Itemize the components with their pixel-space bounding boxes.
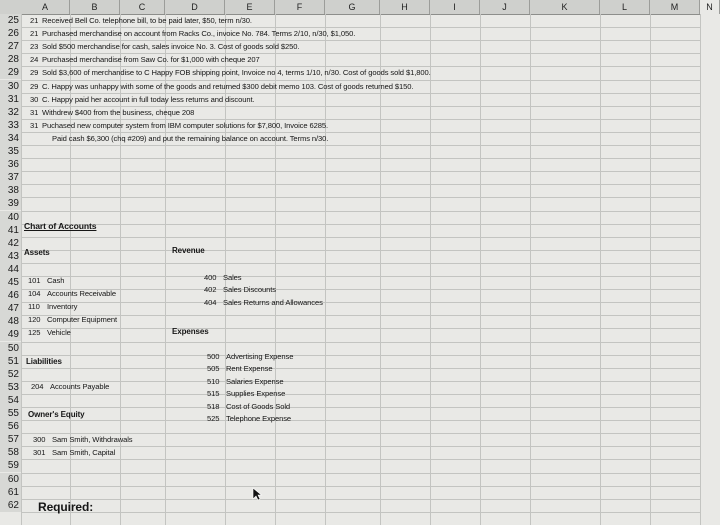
column-gridline <box>600 14 601 525</box>
account-code[interactable]: 104 <box>28 289 41 299</box>
account-code[interactable]: 400 <box>204 273 217 282</box>
row-number[interactable]: 60 <box>0 473 21 486</box>
column-gridline <box>530 14 531 525</box>
account-name[interactable]: Sales Returns and Allowances <box>223 297 323 307</box>
column-gridline <box>120 14 121 525</box>
column-gridline <box>325 14 326 525</box>
row-gridline <box>21 420 700 421</box>
account-code[interactable]: 518 <box>207 401 220 411</box>
row-number[interactable]: 49 <box>0 328 21 341</box>
row-number[interactable]: 51 <box>0 355 21 368</box>
row-number[interactable]: 62 <box>0 499 21 512</box>
row-gridline <box>21 328 700 329</box>
mouse-cursor-icon <box>252 487 262 501</box>
row-gridline <box>21 27 700 28</box>
row-number[interactable]: 56 <box>0 420 21 433</box>
account-code[interactable]: 404 <box>204 297 217 307</box>
row-gridline <box>21 355 700 356</box>
account-code[interactable]: 505 <box>207 364 220 374</box>
row-number[interactable]: 37 <box>0 171 21 184</box>
row-gridline <box>21 276 700 277</box>
account-code[interactable]: 510 <box>207 376 220 386</box>
account-name[interactable]: Advertising Expense <box>226 352 294 361</box>
row-number[interactable]: 46 <box>0 289 21 302</box>
transaction-text[interactable]: C. Happy paid her account in full today less returns and discount. <box>42 94 255 104</box>
transaction-day[interactable]: 29 <box>30 81 39 91</box>
row-gridline <box>21 394 700 395</box>
column-gridline <box>21 14 22 525</box>
revenue-heading[interactable]: Revenue <box>172 246 205 255</box>
transaction-text[interactable]: Withdrew $400 from the business, cheque 208 <box>42 107 195 117</box>
row-number[interactable]: 34 <box>0 132 21 145</box>
owners-equity-heading[interactable]: Owner's Equity <box>28 410 85 419</box>
row-number[interactable]: 27 <box>0 40 21 53</box>
row-number[interactable]: 44 <box>0 263 21 276</box>
transaction-day[interactable]: 24 <box>30 55 39 65</box>
row-gridline <box>21 263 700 264</box>
row-gridline <box>21 106 700 107</box>
account-name[interactable]: Accounts Receivable <box>47 289 117 299</box>
row-number[interactable]: 43 <box>0 250 21 263</box>
row-number[interactable]: 59 <box>0 459 21 472</box>
row-number[interactable]: 48 <box>0 315 21 328</box>
row-gridline <box>21 53 700 54</box>
account-name[interactable]: Sales <box>223 273 242 282</box>
row-gridline <box>21 499 700 500</box>
transaction-text[interactable]: C. Happy was unhappy with some of the goods and returned $300 debit memo 103. Cost of goods returned $150. <box>42 81 414 91</box>
account-code[interactable]: 204 <box>31 382 44 391</box>
transaction-text[interactable]: Purchased merchandise from Saw Co. for $1,000 with cheque 207 <box>42 55 260 65</box>
row-number[interactable]: 61 <box>0 486 21 499</box>
row-number[interactable]: 41 <box>0 224 21 237</box>
row-number[interactable]: 38 <box>0 184 21 197</box>
row-gridline <box>21 224 700 225</box>
row-gridline <box>21 171 700 172</box>
row-number[interactable]: 47 <box>0 302 21 315</box>
account-name[interactable]: Cost of Goods Sold <box>226 401 291 411</box>
liabilities-heading[interactable]: Liabilities <box>26 357 62 366</box>
row-number[interactable]: 25 <box>0 14 21 27</box>
column-header-k[interactable]: K <box>530 0 600 14</box>
row-number[interactable]: 52 <box>0 368 21 381</box>
row-gridline <box>21 459 700 460</box>
row-gridline <box>21 66 700 67</box>
column-header-a[interactable]: A <box>21 0 70 14</box>
account-name[interactable]: Sam Smith, Capital <box>52 447 116 457</box>
column-header-n[interactable]: N <box>700 0 720 14</box>
account-name[interactable]: Accounts Payable <box>50 382 110 391</box>
required-label[interactable]: Required: <box>38 500 94 514</box>
row-gridline <box>21 381 700 382</box>
transaction-text[interactable]: Paid cash $6,300 (chq #209) and put the remaining balance on account. Terms n/30. <box>52 133 329 143</box>
row-gridline <box>21 93 700 94</box>
account-name[interactable]: Supplies Expense <box>226 389 286 399</box>
row-gridline <box>21 342 700 343</box>
account-name[interactable]: Sam Smith, Withdrawals <box>52 435 133 444</box>
row-gridline <box>21 486 700 487</box>
row-number[interactable]: 31 <box>0 93 21 106</box>
column-header-c[interactable]: C <box>120 0 165 14</box>
column-header-h[interactable]: H <box>380 0 430 14</box>
row-gridline <box>21 473 700 474</box>
account-name[interactable]: Telephone Expense <box>226 414 292 423</box>
row-number[interactable]: 36 <box>0 158 21 171</box>
column-header-b[interactable]: B <box>70 0 120 14</box>
column-gridline <box>165 14 166 525</box>
column-header-m[interactable]: M <box>650 0 700 14</box>
row-gridline <box>21 368 700 369</box>
column-header-d[interactable]: D <box>165 0 225 14</box>
row-gridline <box>21 250 700 251</box>
transaction-text[interactable]: Received Bell Co. telephone bill, to be paid later, $50, term n/30. <box>42 16 252 25</box>
column-header-g[interactable]: G <box>325 0 380 14</box>
column-header-i[interactable]: I <box>430 0 480 14</box>
row-gridline <box>21 315 700 316</box>
column-header-l[interactable]: L <box>600 0 650 14</box>
row-number[interactable]: 50 <box>0 342 21 355</box>
column-gridline <box>380 14 381 525</box>
account-code[interactable]: 120 <box>28 315 41 325</box>
expenses-heading[interactable]: Expenses <box>172 327 209 336</box>
column-header-f[interactable]: F <box>275 0 325 14</box>
row-number[interactable]: 28 <box>0 53 21 66</box>
account-name[interactable]: Computer Equipment <box>47 315 117 325</box>
account-code[interactable]: 125 <box>28 328 41 338</box>
chart-of-accounts-title[interactable]: Chart of Accounts <box>24 221 97 231</box>
account-name[interactable]: Salaries Expense <box>226 376 284 386</box>
account-name[interactable]: Sales Discounts <box>223 285 276 295</box>
transaction-text[interactable]: Puchased new computer system from IBM computer solutions for $7,800, Invoice 6285. <box>42 120 328 130</box>
column-header-e[interactable]: E <box>225 0 275 14</box>
column-gridline <box>225 14 226 525</box>
account-code[interactable]: 515 <box>207 389 220 399</box>
row-gridline <box>21 184 700 185</box>
row-gridline <box>21 145 700 146</box>
row-gridline <box>21 407 700 408</box>
row-gridline <box>21 512 700 513</box>
transaction-day[interactable]: 23 <box>30 42 39 52</box>
account-code[interactable]: 101 <box>28 276 41 285</box>
row-number[interactable]: 42 <box>0 237 21 250</box>
row-gridline <box>21 237 700 238</box>
row-number[interactable]: 35 <box>0 145 21 158</box>
row-number[interactable]: 45 <box>0 276 21 289</box>
assets-heading[interactable]: Assets <box>24 248 50 257</box>
account-name[interactable]: Cash <box>47 276 65 285</box>
row-gridline <box>21 302 700 303</box>
transaction-text[interactable]: Purchased merchandise on account from Racks Co., invoice No. 784. Terms 2/10, n/30, $1,050. <box>42 29 356 39</box>
row-gridline <box>21 119 700 120</box>
row-number[interactable]: 29 <box>0 66 21 79</box>
account-code[interactable]: 500 <box>207 352 220 361</box>
transaction-day[interactable]: 29 <box>30 68 39 78</box>
row-gridline <box>21 446 700 447</box>
row-number[interactable]: 53 <box>0 381 21 394</box>
row-number[interactable]: 26 <box>0 27 21 40</box>
column-gridline <box>650 14 651 525</box>
transaction-text[interactable]: Sold $500 merchandise for cash, sales invoice No. 3. Cost of goods sold $250. <box>42 42 300 52</box>
account-code[interactable]: 301 <box>33 447 46 457</box>
column-header-bar <box>0 0 713 15</box>
column-header-j[interactable]: J <box>480 0 530 14</box>
transaction-text[interactable]: Sold $3,600 of merchandise to C Happy FOB shipping point, Invoice no 4, terms 1/10, n/30. Cost of goods sold $1,800. <box>42 68 431 78</box>
row-number[interactable]: 55 <box>0 407 21 420</box>
row-number[interactable]: 39 <box>0 197 21 210</box>
account-code[interactable]: 525 <box>207 414 220 423</box>
column-gridline <box>430 14 431 525</box>
account-code[interactable]: 110 <box>28 302 40 312</box>
column-gridline <box>275 14 276 525</box>
row-gridline <box>21 132 700 133</box>
row-number[interactable]: 40 <box>0 211 21 224</box>
transaction-day[interactable]: 31 <box>30 107 39 117</box>
column-gridline <box>700 14 701 525</box>
row-gridline <box>21 289 700 290</box>
transaction-day[interactable]: 30 <box>30 94 39 104</box>
transaction-day[interactable]: 21 <box>30 16 39 25</box>
row-number[interactable]: 57 <box>0 433 21 446</box>
row-number[interactable]: 54 <box>0 394 21 407</box>
account-code[interactable]: 402 <box>204 285 217 295</box>
row-gridline <box>21 40 700 41</box>
row-number[interactable]: 33 <box>0 119 21 132</box>
row-gridline <box>21 197 700 198</box>
row-number[interactable]: 58 <box>0 446 21 459</box>
account-name[interactable]: Inventory <box>47 302 78 312</box>
transaction-day[interactable]: 31 <box>30 120 39 130</box>
row-number[interactable]: 30 <box>0 80 21 93</box>
row-gridline <box>21 80 700 81</box>
row-number[interactable]: 32 <box>0 106 21 119</box>
account-name[interactable]: Rent Expense <box>226 364 273 374</box>
account-name[interactable]: Vehicle <box>47 328 71 338</box>
row-gridline <box>21 211 700 212</box>
row-gridline <box>21 158 700 159</box>
transaction-day[interactable]: 21 <box>30 29 39 39</box>
account-code[interactable]: 300 <box>33 435 46 444</box>
column-gridline <box>480 14 481 525</box>
